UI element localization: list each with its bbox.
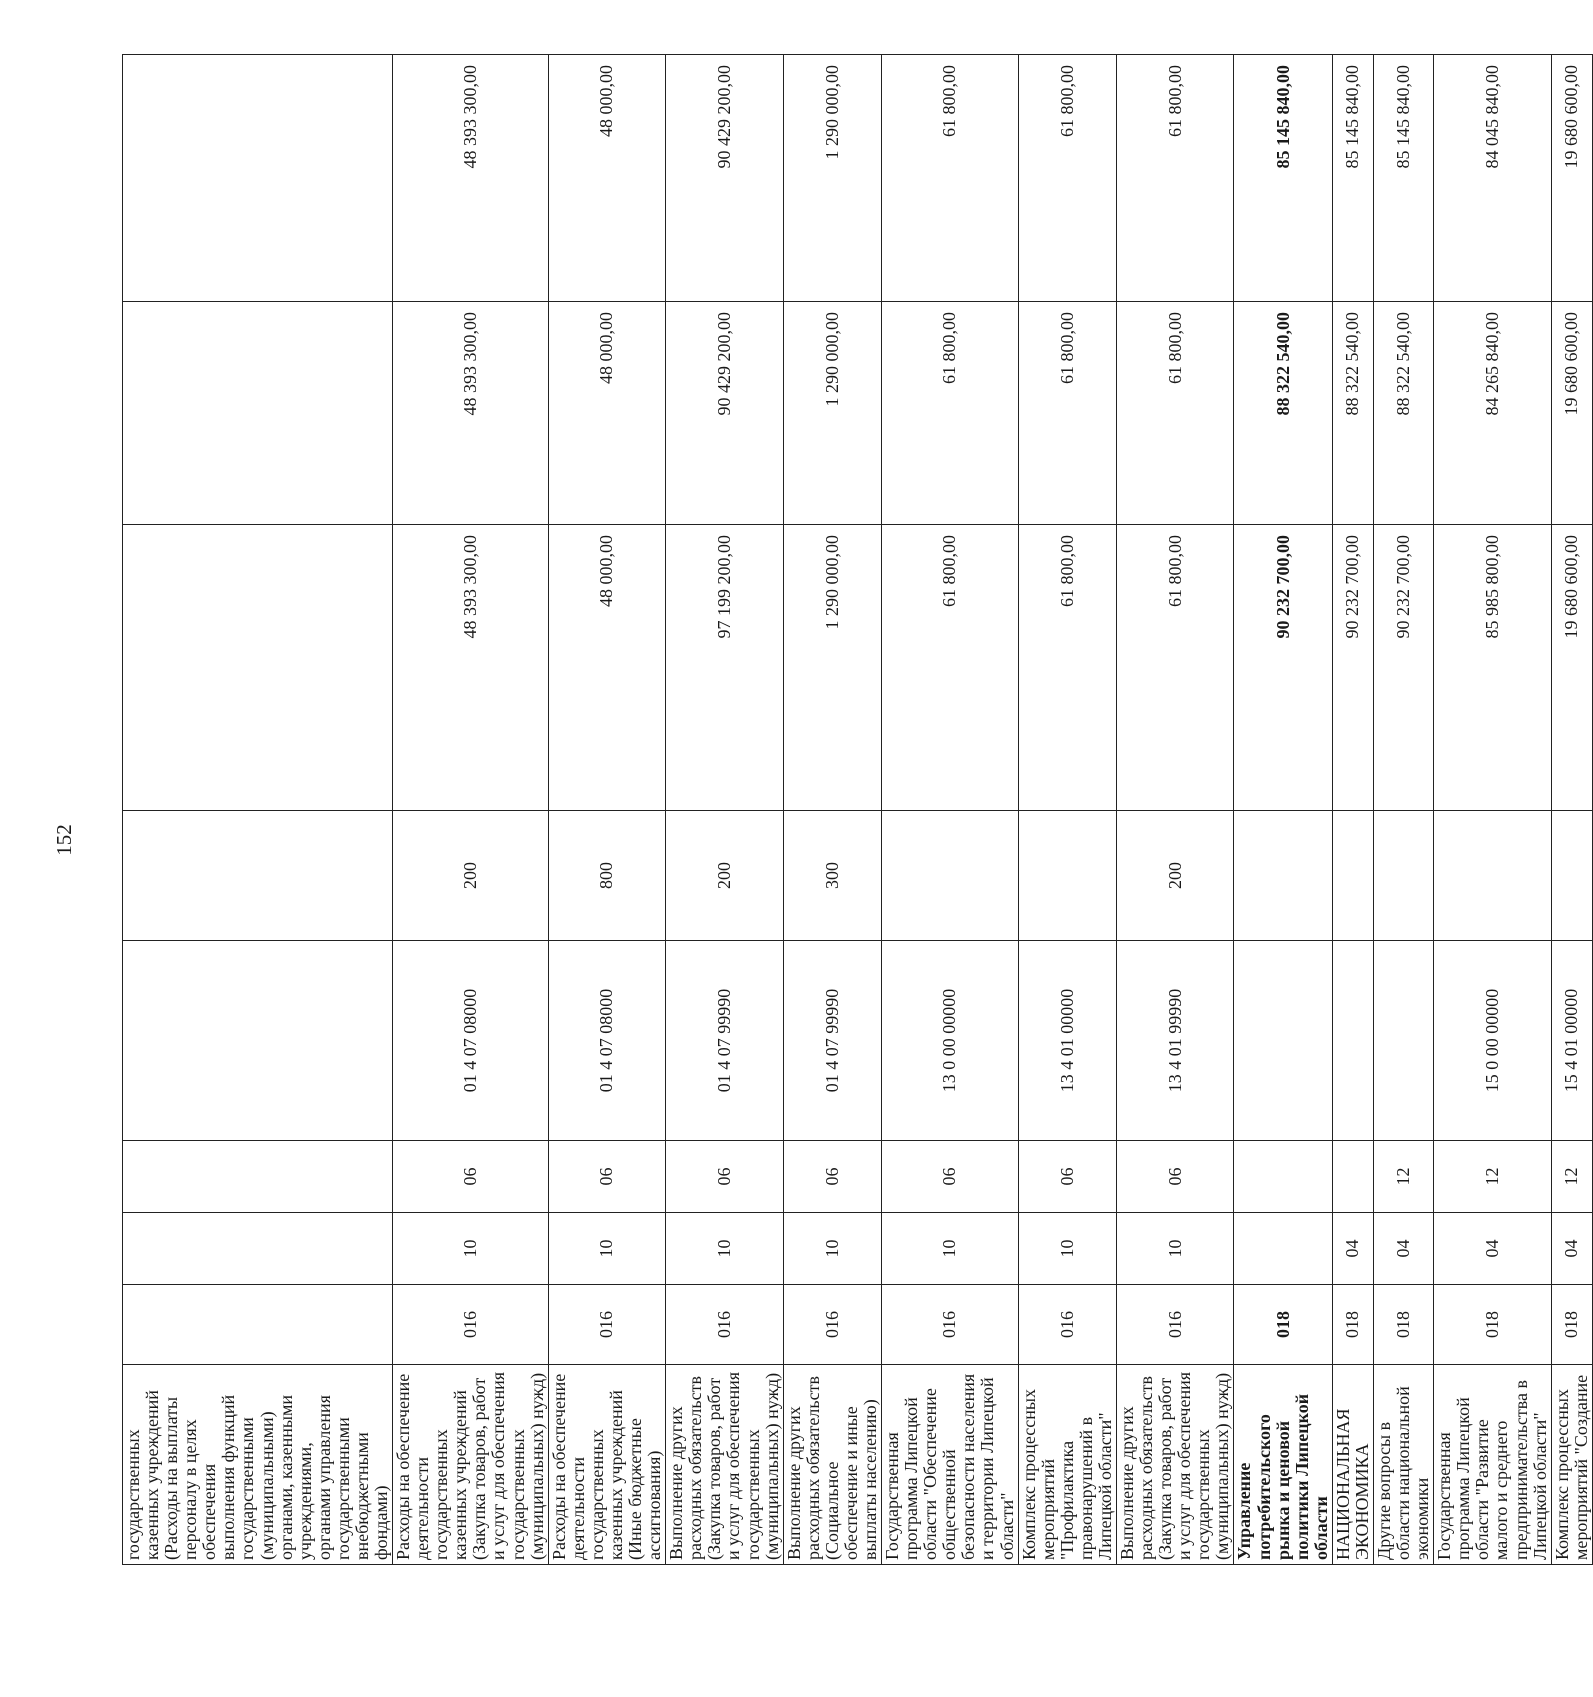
row-subsection-cell: 12 xyxy=(1434,1141,1551,1213)
table-row xyxy=(123,55,393,1565)
table-row xyxy=(1551,55,1592,1565)
row-sum-year3-cell: 1 290 000,00 xyxy=(783,55,881,302)
row-section-cell: 10 xyxy=(666,1213,783,1285)
row-sum-year3-cell: 85 145 840,00 xyxy=(1332,55,1373,302)
row-section-cell xyxy=(1234,1213,1332,1285)
row-sum-year3-cell: 85 145 840,00 xyxy=(1234,55,1332,302)
table-row xyxy=(1116,55,1233,1565)
row-subsection-cell: 06 xyxy=(666,1141,783,1213)
row-sum-year2-cell: 61 800,00 xyxy=(882,302,1019,525)
row-sum-year3-cell: 19 680 600,00 xyxy=(1551,55,1592,302)
row-target-article-cell: 15 0 00 00000 xyxy=(1434,941,1551,1141)
row-name-cell: Выполнение других расходных обязательств (Социальное обеспечение и иные выплаты населению) xyxy=(783,1365,881,1565)
table-row xyxy=(666,55,783,1565)
row-subsection-cell: 06 xyxy=(783,1141,881,1213)
row-subsection-cell xyxy=(123,1141,393,1213)
row-sum-year1-cell: 48 000,00 xyxy=(548,525,665,811)
row-sum-year1-cell: 85 985 800,00 xyxy=(1434,525,1551,811)
row-expense-type-cell: 200 xyxy=(393,811,549,941)
table-row xyxy=(1374,55,1434,1565)
row-expense-type-cell xyxy=(1434,811,1551,941)
row-sum-year3-cell: 61 800,00 xyxy=(1116,55,1233,302)
row-name-cell: Комплекс процессных мероприятий "Создание xyxy=(1551,1365,1592,1565)
row-sum-year1-cell: 90 232 700,00 xyxy=(1332,525,1373,811)
row-admin-code-cell xyxy=(123,1285,393,1365)
row-sum-year3-cell: 90 429 200,00 xyxy=(666,55,783,302)
row-subsection-cell: 06 xyxy=(548,1141,665,1213)
row-sum-year2-cell: 88 322 540,00 xyxy=(1332,302,1373,525)
row-name-cell: Расходы на обеспечение деятельности государственных казенных учреждений (Закупка товаров, работ и услуг для обеспечения государственных (муниципальных) нужд) xyxy=(393,1365,549,1565)
table-row xyxy=(882,55,1019,1565)
row-name-cell: НАЦИОНАЛЬНАЯ ЭКОНОМИКА xyxy=(1332,1365,1373,1565)
row-admin-code-cell: 018 xyxy=(1434,1285,1551,1365)
row-sum-year3-cell: 61 800,00 xyxy=(1018,55,1116,302)
row-expense-type-cell xyxy=(1332,811,1373,941)
row-sum-year2-cell: 90 429 200,00 xyxy=(666,302,783,525)
row-admin-code-cell: 018 xyxy=(1234,1285,1332,1365)
row-admin-code-cell: 016 xyxy=(1018,1285,1116,1365)
row-expense-type-cell: 200 xyxy=(666,811,783,941)
row-sum-year2-cell: 48 000,00 xyxy=(548,302,665,525)
row-section-cell: 04 xyxy=(1434,1213,1551,1285)
row-target-article-cell: 01 4 07 99990 xyxy=(783,941,881,1141)
row-subsection-cell: 12 xyxy=(1374,1141,1434,1213)
row-name-cell: Расходы на обеспечение деятельности государственных казенных учреждений (Иные бюджетные ассигнования) xyxy=(548,1365,665,1565)
page-number: 152 xyxy=(52,824,76,856)
table-row xyxy=(393,55,549,1565)
row-expense-type-cell xyxy=(1551,811,1592,941)
row-sum-year1-cell: 61 800,00 xyxy=(1018,525,1116,811)
row-admin-code-cell: 016 xyxy=(783,1285,881,1365)
row-target-article-cell xyxy=(1332,941,1373,1141)
table-row xyxy=(548,55,665,1565)
row-admin-code-cell: 018 xyxy=(1551,1285,1592,1365)
row-sum-year3-cell: 48 393 300,00 xyxy=(393,55,549,302)
row-subsection-cell: 06 xyxy=(1018,1141,1116,1213)
row-sum-year2-cell: 84 265 840,00 xyxy=(1434,302,1551,525)
row-sum-year3-cell xyxy=(123,55,393,302)
row-target-article-cell xyxy=(123,941,393,1141)
row-section-cell xyxy=(123,1213,393,1285)
row-sum-year2-cell: 48 393 300,00 xyxy=(393,302,549,525)
row-sum-year1-cell: 48 393 300,00 xyxy=(393,525,549,811)
row-sum-year1-cell: 97 199 200,00 xyxy=(666,525,783,811)
budget-table-body xyxy=(123,55,1593,1565)
row-name-cell: Выполнение других расходных обязательств (Закупка товаров, работ и услуг для обеспечения государственных (муниципальных) нужд) xyxy=(666,1365,783,1565)
row-name-cell: Другие вопросы в области национальной экономики xyxy=(1374,1365,1434,1565)
row-sum-year1-cell: 61 800,00 xyxy=(882,525,1019,811)
row-sum-year2-cell: 19 680 600,00 xyxy=(1551,302,1592,525)
row-name-cell: государственных казенных учреждений (Расходы на выплаты персоналу в целях обеспечения выполнения функций государственными (муниципальными) органами, казенными учреждениями, органами управления государственными внебюджетными фондами) xyxy=(123,1365,393,1565)
row-subsection-cell: 12 xyxy=(1551,1141,1592,1213)
row-name-cell: Комплекс процессных мероприятий "Профилактика правонарушений в Липецкой области" xyxy=(1018,1365,1116,1565)
row-sum-year3-cell: 61 800,00 xyxy=(882,55,1019,302)
table-row xyxy=(1332,55,1373,1565)
row-target-article-cell: 15 4 01 00000 xyxy=(1551,941,1592,1141)
row-target-article-cell: 01 4 07 08000 xyxy=(393,941,549,1141)
row-name-cell: Выполнение других расходных обязательств (Закупка товаров, работ и услуг для обеспечения государственных (муниципальных) нужд) xyxy=(1116,1365,1233,1565)
row-target-article-cell: 13 0 00 00000 xyxy=(882,941,1019,1141)
row-sum-year2-cell xyxy=(123,302,393,525)
row-sum-year1-cell: 19 680 600,00 xyxy=(1551,525,1592,811)
row-subsection-cell: 06 xyxy=(882,1141,1019,1213)
row-section-cell: 10 xyxy=(882,1213,1019,1285)
table-row xyxy=(783,55,881,1565)
budget-table xyxy=(122,54,1593,1565)
budget-table-container xyxy=(122,55,1591,1565)
row-sum-year1-cell: 1 290 000,00 xyxy=(783,525,881,811)
table-row xyxy=(1434,55,1551,1565)
row-sum-year3-cell: 84 045 840,00 xyxy=(1434,55,1551,302)
row-section-cell: 04 xyxy=(1332,1213,1373,1285)
row-sum-year2-cell: 61 800,00 xyxy=(1018,302,1116,525)
row-sum-year3-cell: 85 145 840,00 xyxy=(1374,55,1434,302)
row-admin-code-cell: 016 xyxy=(393,1285,549,1365)
row-expense-type-cell: 200 xyxy=(1116,811,1233,941)
table-row xyxy=(1234,55,1332,1565)
row-target-article-cell: 13 4 01 00000 xyxy=(1018,941,1116,1141)
row-name-cell: Государственная программа Липецкой области "Развитие малого и среднего предпринимательства в Липецкой области" xyxy=(1434,1365,1551,1565)
row-sum-year1-cell: 90 232 700,00 xyxy=(1374,525,1434,811)
row-section-cell: 04 xyxy=(1551,1213,1592,1285)
row-sum-year1-cell: 61 800,00 xyxy=(1116,525,1233,811)
row-sum-year3-cell: 48 000,00 xyxy=(548,55,665,302)
row-section-cell: 04 xyxy=(1374,1213,1434,1285)
row-sum-year2-cell: 61 800,00 xyxy=(1116,302,1233,525)
row-expense-type-cell xyxy=(1234,811,1332,941)
row-admin-code-cell: 016 xyxy=(1116,1285,1233,1365)
row-sum-year2-cell: 88 322 540,00 xyxy=(1374,302,1434,525)
row-admin-code-cell: 016 xyxy=(548,1285,665,1365)
row-subsection-cell xyxy=(1234,1141,1332,1213)
row-expense-type-cell xyxy=(123,811,393,941)
row-expense-type-cell xyxy=(1374,811,1434,941)
table-row xyxy=(1018,55,1116,1565)
row-expense-type-cell xyxy=(1018,811,1116,941)
row-expense-type-cell xyxy=(882,811,1019,941)
row-subsection-cell: 06 xyxy=(1116,1141,1233,1213)
row-admin-code-cell: 016 xyxy=(882,1285,1019,1365)
row-target-article-cell xyxy=(1234,941,1332,1141)
row-sum-year1-cell xyxy=(123,525,393,811)
row-section-cell: 10 xyxy=(548,1213,665,1285)
row-subsection-cell: 06 xyxy=(393,1141,549,1213)
row-target-article-cell xyxy=(1374,941,1434,1141)
row-section-cell: 10 xyxy=(393,1213,549,1285)
row-sum-year1-cell: 90 232 700,00 xyxy=(1234,525,1332,811)
row-name-cell: Управление потребительского рынка и ценовой политики Липецкой области xyxy=(1234,1365,1332,1565)
row-target-article-cell: 13 4 01 99990 xyxy=(1116,941,1233,1141)
row-name-cell: Государственная программа Липецкой области "Обеспечение общественной безопасности населения и территории Липецкой области" xyxy=(882,1365,1019,1565)
row-sum-year2-cell: 88 322 540,00 xyxy=(1234,302,1332,525)
row-admin-code-cell: 018 xyxy=(1332,1285,1373,1365)
row-expense-type-cell: 300 xyxy=(783,811,881,941)
row-section-cell: 10 xyxy=(1116,1213,1233,1285)
row-sum-year2-cell: 1 290 000,00 xyxy=(783,302,881,525)
row-section-cell: 10 xyxy=(783,1213,881,1285)
row-target-article-cell: 01 4 07 99990 xyxy=(666,941,783,1141)
row-target-article-cell: 01 4 07 08000 xyxy=(548,941,665,1141)
row-section-cell: 10 xyxy=(1018,1213,1116,1285)
row-expense-type-cell: 800 xyxy=(548,811,665,941)
row-admin-code-cell: 018 xyxy=(1374,1285,1434,1365)
row-subsection-cell xyxy=(1332,1141,1373,1213)
row-admin-code-cell: 016 xyxy=(666,1285,783,1365)
